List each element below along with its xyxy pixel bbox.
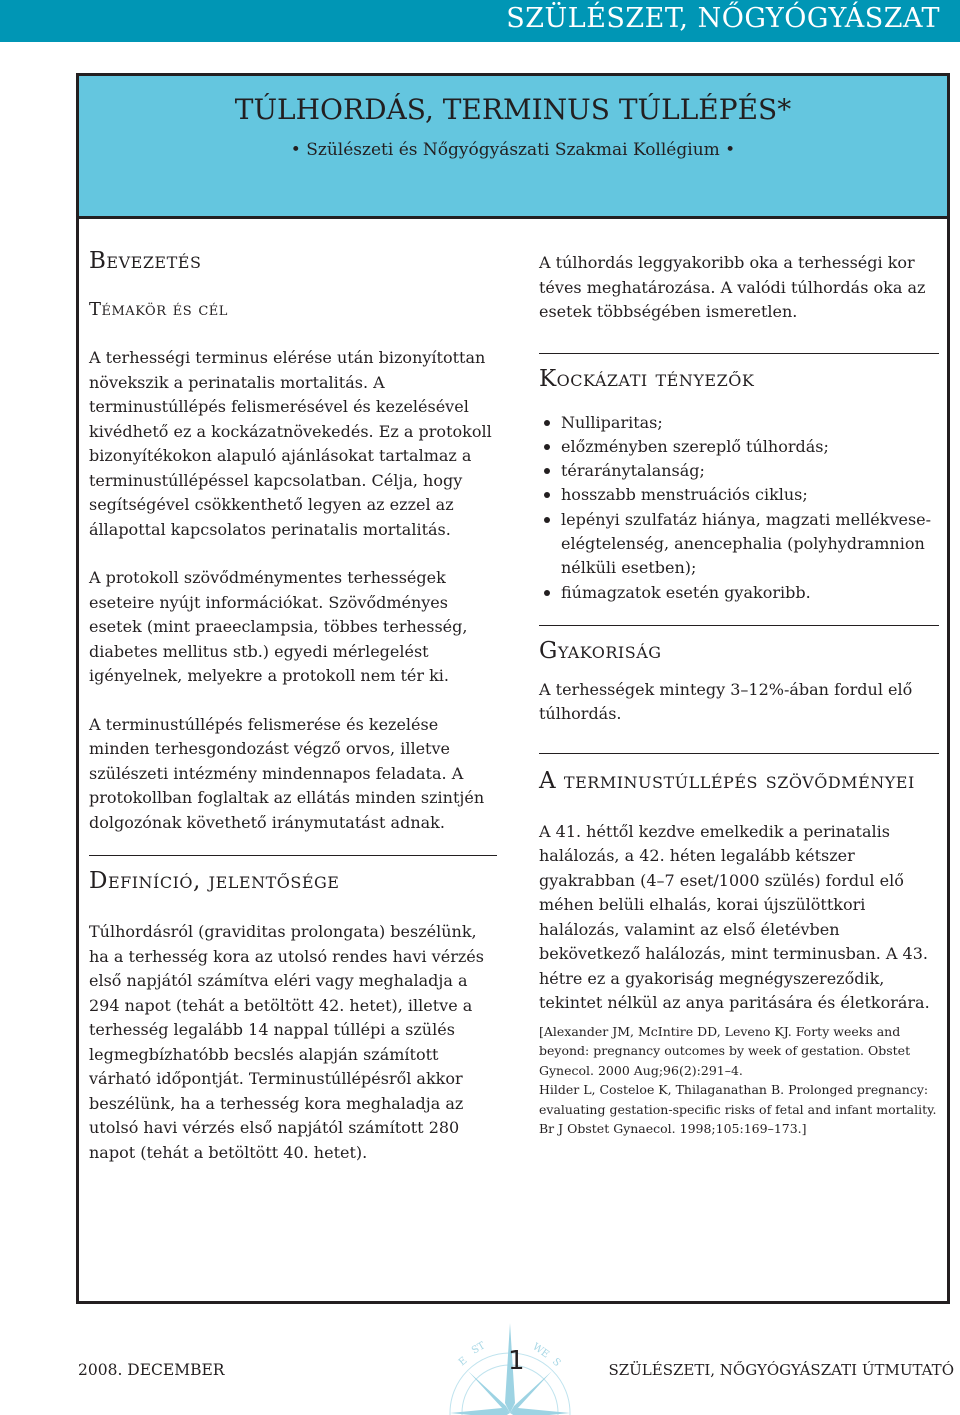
list-item: Nulliparitas; — [539, 411, 939, 435]
compass-letter: WE — [530, 1341, 551, 1361]
compass-letter: E — [456, 1355, 470, 1369]
footer-publication: SZÜLÉSZETI, NŐGYÓGYÁSZATI ÚTMUTATÓ — [608, 1361, 954, 1379]
document-subtitle: • Szülészeti és Nőgyógyászati Szakmai Kollégium • — [290, 140, 736, 160]
reference-item: Hilder L, Costeloe K, Thilaganathan B. Prolonged pregnancy: evaluating gestation-specific risks of fetal and infant mortality. Br J Obstet Gynaecol. 1998;105:169–173.] — [539, 1082, 937, 1137]
intro-paragraph: A terhességi terminus elérése után bizonyítottan növekszik a perinatalis mortalitás. A terminustúllépés felismerésével és kezelésével kivédhető ez a kockázatnövekedés. Ez a protokoll bizonyítékokon alapuló ajánlásokat tartalmaz a terminustúllépéssel kapcsolatban. Célja, hogy segítségével csökkenthető legyen az ezzel az állapottal kapcsolatos perinatalis mortalitás. — [89, 348, 492, 539]
list-item: hosszabb menstruációs ciklus; — [539, 483, 939, 507]
scope-paragraph: A protokoll szövődménymentes terhességek eseteire nyújt információkat. Szövődményes esetek (mint praeeclampsia, többes terhesség, diabetes mellitus stb.) egyedi mérlegelést igényelnek, melyekre a protokoll nem tér ki. — [89, 568, 468, 685]
document-title: TÚLHORDÁS, TERMINUS TÚLLÉPÉS* — [234, 93, 792, 126]
compass-letter: S — [549, 1356, 563, 1369]
complications-heading: A terminustúllépés szövődményei — [539, 767, 915, 794]
compass-letter: ST — [470, 1340, 488, 1357]
list-item: előzményben szereplő túlhordás; — [539, 435, 939, 459]
topic-heading: Témakör és cél — [89, 299, 228, 320]
references — [539, 1022, 939, 1139]
risk-factors-list — [539, 411, 939, 605]
section-divider — [539, 353, 939, 354]
list-item: fiúmagzatok esetén gyakoribb. — [539, 581, 939, 605]
section-title: SZÜLÉSZET, NŐGYÓGYÁSZAT — [506, 3, 940, 34]
right-column — [539, 251, 939, 1139]
frequency-paragraph: A terhességek mintegy 3–12%-ában fordul elő túlhordás. — [539, 679, 913, 724]
section-divider — [89, 855, 497, 856]
frequency-heading: Gyakoriság — [539, 637, 662, 664]
content-frame — [76, 73, 950, 1304]
risk-factors-heading: Kockázati tényezők — [539, 365, 755, 392]
section-divider — [539, 625, 939, 626]
section-divider — [539, 753, 939, 754]
list-item: téraránytalanság; — [539, 459, 939, 483]
top-banner — [0, 0, 960, 42]
definition-paragraph: Túlhordásról (graviditas prolongata) beszélünk, ha a terhesség kora az utolsó rendes havi vérzés első napjától számítva eléri vagy meghaladja a 294 napot (tehát a betöltött 42. hetet), illetve a terhesség legalább 14 nappal túllépi a szülés legmegbízhatóbb becslés alapján számított várható időpontját. Terminustúllépésről akkor beszélünk, ha a terhesség kora meghaladja az utolsó havi vérzés első napjától számított 280 napot (tehát a betöltött 40. hetet). — [89, 922, 484, 1162]
responsibility-paragraph: A terminustúllépés felismerése és kezelése minden terhesgondozást végző orvos, illetve szülészeti intézmény mindennapos feladata. A protokollban foglaltak az ellátás minden szintjén dolgozónak követhető iránymutatást adnak. — [89, 714, 485, 832]
list-item: lepényi szulfatáz hiánya, magzati mellékvese-elégtelenség, anencephalia (polyhydramnion nélküli esetben); — [539, 508, 939, 581]
definition-heading: Definíció, jelentősége — [89, 868, 340, 894]
title-box — [79, 76, 947, 219]
page-number: 1 — [508, 1346, 525, 1376]
cause-paragraph: A túlhordás leggyakoribb oka a terhességi kor téves meghatározása. A valódi túlhordás oka az esetek többségében ismeretlen. — [539, 253, 926, 321]
reference-item: [Alexander JM, McIntire DD, Leveno KJ. Forty weeks and beyond: pregnancy outcomes by week of gestation. Obstet Gynecol. 2000 Aug;96(2):291–4. — [539, 1023, 911, 1078]
left-column — [89, 246, 499, 1165]
intro-heading: Bevezetés — [89, 248, 202, 274]
footer-date: 2008. DECEMBER — [78, 1361, 225, 1379]
complications-paragraph: A 41. héttől kezdve emelkedik a perinatalis halálozás, a 42. héten legalább kétszer gyakrabban (4–7 eset/1000 szülés) fordul elő méhen belüli elhalás, korai újszülöttkori halálozás, valamint az első életévben bekövetkező halálozás, mint terminusban. A 43. hétre ez a gyakoriság megnégyszereződik, tekintet nélkül az anya paritására és életkorára. — [539, 821, 930, 1013]
